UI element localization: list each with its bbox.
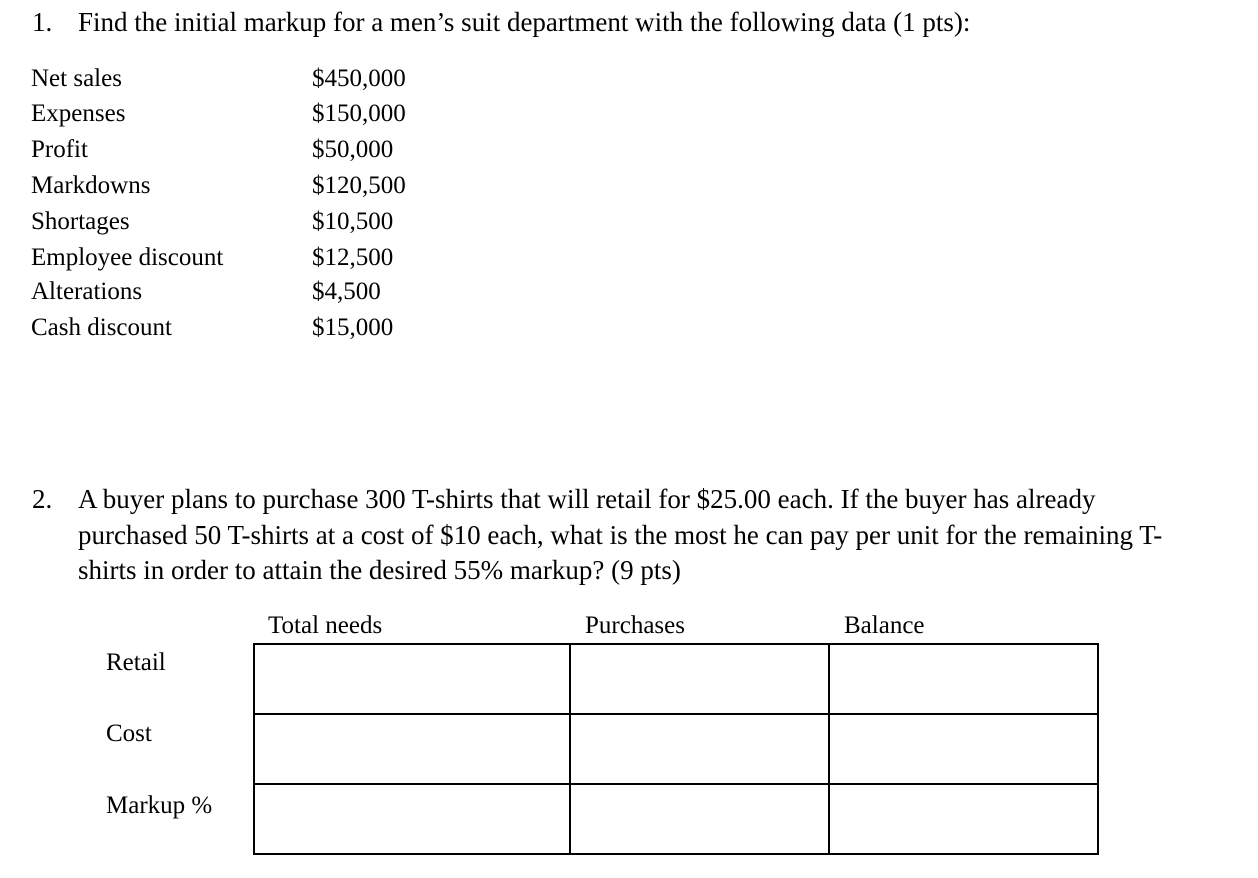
item-label-alterations: Alterations <box>31 278 143 305</box>
cell-cost-balance[interactable] <box>829 714 1098 784</box>
row-label-cost: Cost <box>106 720 152 747</box>
item-value-expenses: $150,000 <box>312 100 406 127</box>
grid-row-cost <box>254 714 1098 784</box>
cell-markup-balance[interactable] <box>829 784 1098 854</box>
cell-markup-purchases[interactable] <box>570 784 829 854</box>
item-value-markdowns: $120,500 <box>312 172 406 199</box>
grid-row-markup-percent <box>254 784 1098 854</box>
item-value-employee-discount: $12,500 <box>312 244 394 271</box>
item-value-shortages: $10,500 <box>312 208 394 235</box>
item-label-markdowns: Markdowns <box>31 172 151 199</box>
item-label-employee-discount: Employee discount <box>31 244 224 271</box>
item-value-cash-discount: $15,000 <box>312 314 394 341</box>
cell-retail-total-needs[interactable] <box>254 644 570 714</box>
item-label-net-sales: Net sales <box>31 65 122 92</box>
cell-cost-purchases[interactable] <box>570 714 829 784</box>
question-2-number: 2. <box>32 484 53 514</box>
cell-retail-balance[interactable] <box>829 644 1098 714</box>
item-label-profit: Profit <box>31 136 88 163</box>
cell-cost-total-needs[interactable] <box>254 714 570 784</box>
item-label-expenses: Expenses <box>31 100 126 127</box>
item-value-net-sales: $450,000 <box>312 65 406 92</box>
question-1-text: Find the initial markup for a men’s suit department with the following data (1 pts): <box>78 7 971 37</box>
column-header-balance: Balance <box>844 612 925 639</box>
column-header-total-needs: Total needs <box>268 612 383 639</box>
question-2-line-1: A buyer plans to purchase 300 T-shirts that will retail for $25.00 each. If the buyer has already <box>78 484 1096 514</box>
row-label-retail: Retail <box>106 649 166 676</box>
answer-grid <box>253 643 1099 855</box>
item-label-cash-discount: Cash discount <box>31 314 172 341</box>
question-1-number: 1. <box>32 7 53 37</box>
question-2-line-3: shirts in order to attain the desired 55% markup? (9 pts) <box>78 555 681 585</box>
item-value-alterations: $4,500 <box>312 278 381 305</box>
item-label-shortages: Shortages <box>31 208 130 235</box>
item-value-profit: $50,000 <box>312 136 394 163</box>
row-label-markup-percent: Markup % <box>106 792 213 819</box>
cell-retail-purchases[interactable] <box>570 644 829 714</box>
cell-markup-total-needs[interactable] <box>254 784 570 854</box>
question-2-line-2: purchased 50 T-shirts at a cost of $10 each, what is the most he can pay per unit for the remaining T- <box>78 520 1163 550</box>
column-header-purchases: Purchases <box>585 612 685 639</box>
grid-row-retail <box>254 644 1098 714</box>
